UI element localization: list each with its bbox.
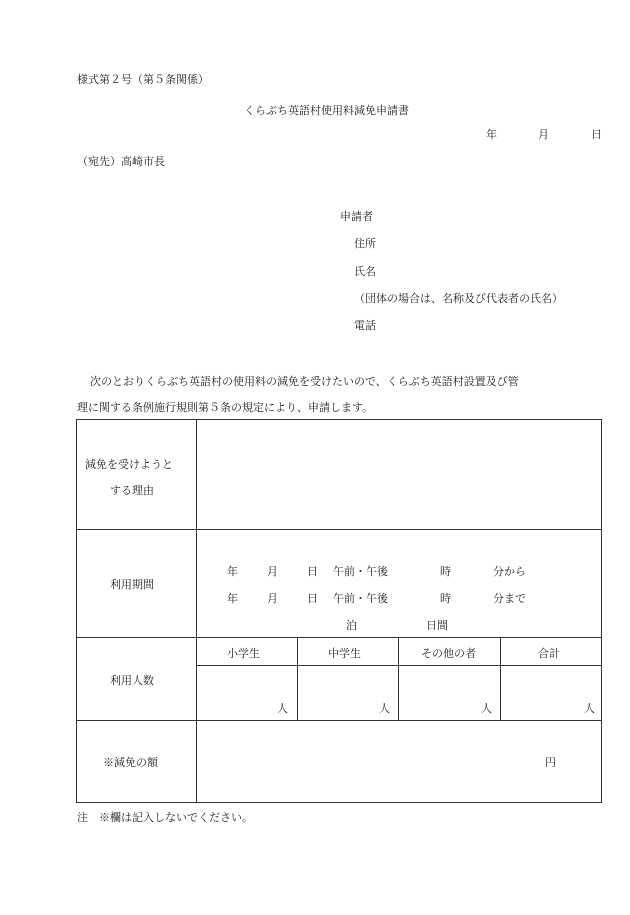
period-start-year-label: 年	[227, 565, 238, 578]
footer-note: 注 ※欄は記入しないでください。	[77, 811, 253, 824]
period-end-hour-label: 時	[440, 592, 451, 605]
body-text-line-2: 理に関する条例施行規則第５条の規定により、申請します。	[77, 401, 374, 414]
people-col-junior-high: 中学生	[328, 647, 361, 660]
applicant-phone-label: 電話	[354, 319, 376, 332]
people-col-elementary: 小学生	[227, 647, 260, 660]
date-day-label: 日	[591, 128, 602, 141]
reason-label-line-2: する理由	[110, 484, 154, 497]
period-end-day-label: 日	[307, 592, 318, 605]
people-column-divider	[500, 637, 501, 720]
period-label: 利用期間	[110, 578, 154, 591]
people-junior-high-unit: 人	[379, 702, 390, 715]
people-column-divider	[297, 637, 298, 720]
application-form-table	[76, 419, 602, 803]
applicant-name-label: 氏名	[354, 265, 376, 278]
period-days-label: 日間	[426, 619, 448, 632]
people-label: 利用人数	[110, 674, 154, 687]
discount-label: ※減免の額	[103, 756, 158, 769]
period-end-month-label: 月	[267, 592, 278, 605]
period-start-month-label: 月	[267, 565, 278, 578]
reason-input-area[interactable]	[199, 423, 597, 526]
form-number: 様式第２号（第５条関係）	[77, 73, 209, 86]
period-end-year-label: 年	[227, 592, 238, 605]
people-total-unit: 人	[584, 702, 595, 715]
people-others-unit: 人	[481, 702, 492, 715]
date-month-label: 月	[538, 128, 549, 141]
period-end-minute-label: 分まで	[493, 592, 526, 605]
date-year-label: 年	[486, 128, 497, 141]
body-text-line-1: 次のとおりくらぶち英語村の使用料の減免を受けたいので、くらぶち英語村設置及び管	[90, 375, 519, 388]
people-column-divider	[398, 637, 399, 720]
row-divider	[77, 529, 601, 530]
period-start-minute-label: 分から	[493, 565, 526, 578]
applicant-heading: 申請者	[340, 210, 373, 223]
period-nights-label: 泊	[346, 619, 357, 632]
applicant-address-label: 住所	[354, 237, 376, 250]
discount-unit: 円	[545, 756, 556, 769]
people-elementary-unit: 人	[277, 702, 288, 715]
period-start-ampm-label: 午前・午後	[333, 565, 388, 578]
people-col-others: その他の者	[421, 647, 476, 660]
applicant-group-note: （団体の場合は、名称及び代表者の氏名）	[354, 292, 563, 305]
row-divider	[77, 637, 601, 638]
label-column-divider	[196, 420, 197, 802]
period-start-hour-label: 時	[440, 565, 451, 578]
document-title: くらぶち英語村使用料減免申請書	[244, 104, 409, 117]
people-col-total: 合計	[538, 647, 560, 660]
period-end-ampm-label: 午前・午後	[333, 592, 388, 605]
reason-label-line-1: 減免を受けようと	[85, 458, 173, 471]
period-start-day-label: 日	[307, 565, 318, 578]
addressee: （宛先）高崎市長	[77, 155, 165, 168]
row-divider	[77, 720, 601, 721]
